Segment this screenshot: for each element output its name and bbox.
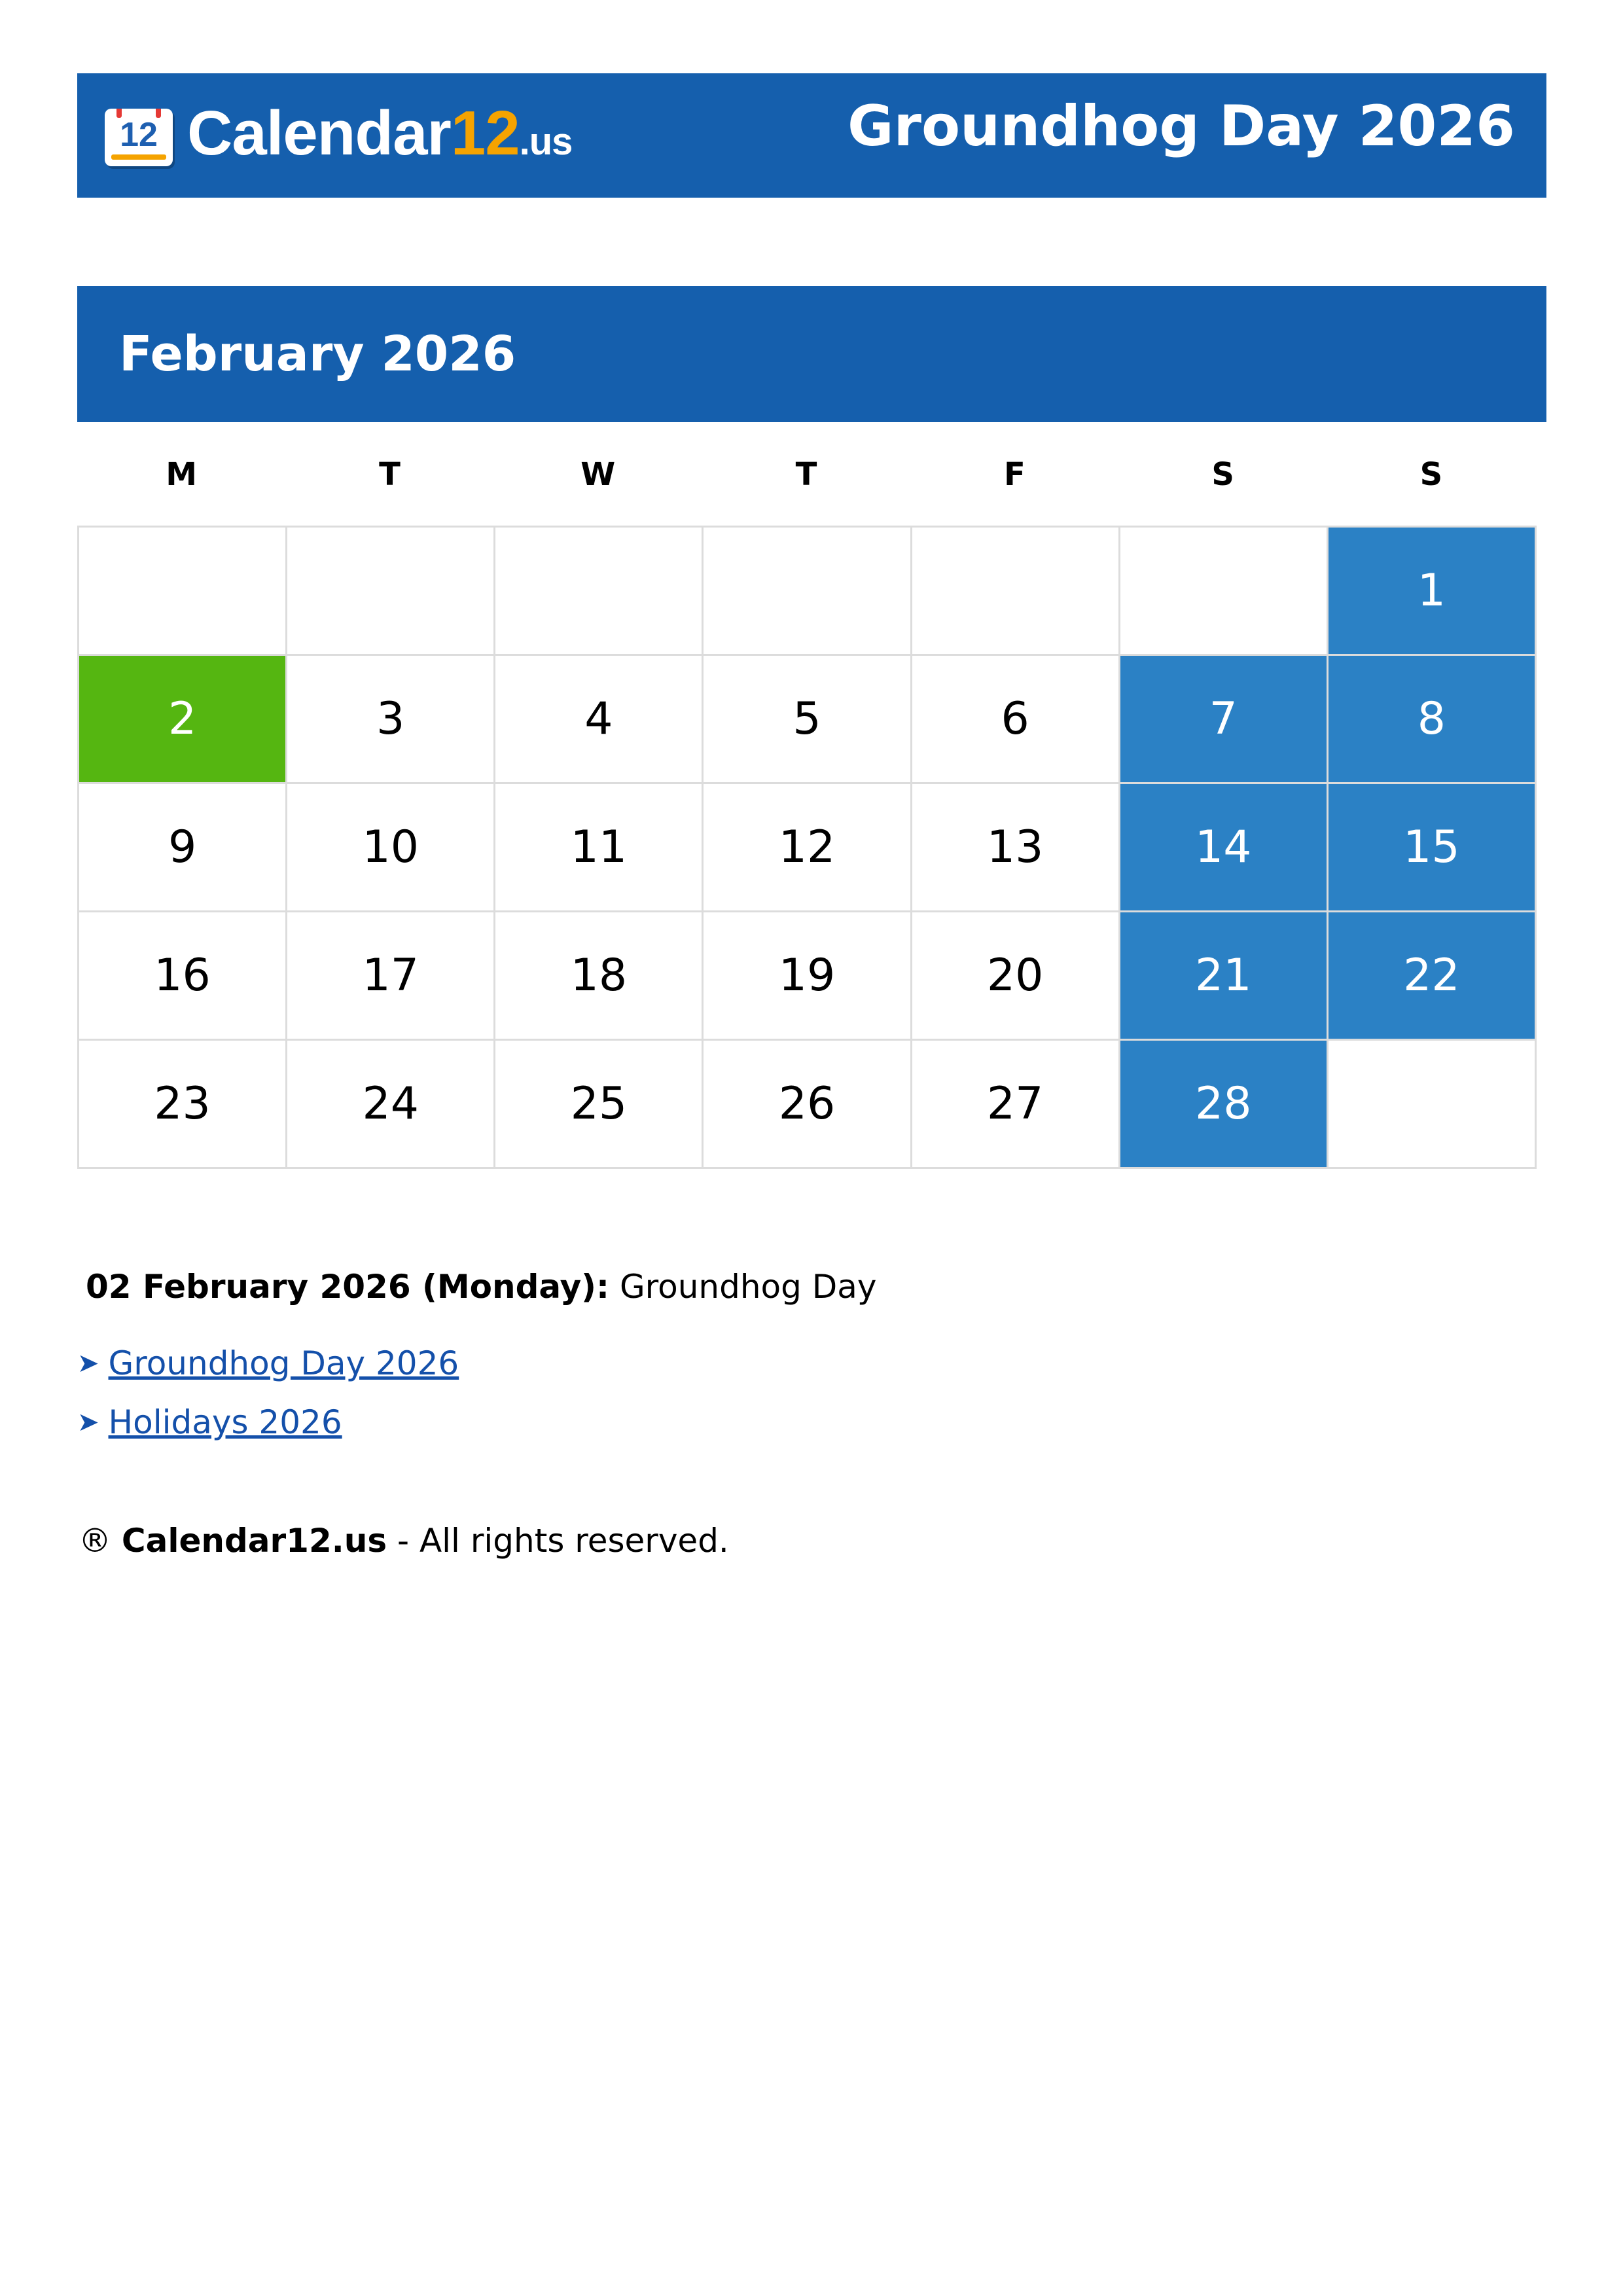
day-cell: 6 [912,656,1120,784]
day-cell-weekend: 28 [1120,1041,1329,1169]
weekday-label: S [1211,456,1234,493]
day-cell: 16 [79,912,287,1041]
footer-rights: - All rights reserved. [397,1522,729,1560]
logo-text-tld: .us [519,120,573,163]
day-cell: 23 [79,1041,287,1169]
day-cell: 5 [704,656,912,784]
calendar-icon-number: 12 [120,116,158,154]
day-cell: 12 [704,784,912,912]
site-header [77,73,1546,198]
day-cell: 18 [495,912,704,1041]
day-cell: 25 [495,1041,704,1169]
day-cell: 9 [79,784,287,912]
logo-text-main: Calendar [187,98,451,168]
calendar-icon [105,109,173,166]
day-cell-weekend: 14 [1120,784,1329,912]
weekday-header-row [77,452,1535,497]
link-item [77,1393,459,1452]
weekday-label: S [1419,456,1443,493]
day-cell-empty [1120,528,1329,656]
day-cell-weekend: 7 [1120,656,1329,784]
link-item [77,1334,459,1393]
day-cell: 3 [287,656,495,784]
day-cell: 19 [704,912,912,1041]
registered-icon: ® [79,1522,111,1560]
site-logo[interactable] [105,98,573,170]
day-cell-holiday[interactable]: 2 [79,656,287,784]
weekday-label: T [379,456,401,493]
day-cell-weekend: 22 [1329,912,1537,1041]
day-cell: 24 [287,1041,495,1169]
footer [79,1517,729,1564]
day-cell-empty [287,528,495,656]
related-links [77,1334,459,1452]
calendar-icon-stripe [111,154,166,160]
month-header [77,286,1546,422]
logo-wordmark [187,98,573,175]
day-cell: 11 [495,784,704,912]
day-cell: 20 [912,912,1120,1041]
day-cell-empty [704,528,912,656]
day-cell: 10 [287,784,495,912]
holidays-link[interactable]: Holidays 2026 [108,1403,342,1441]
groundhog-day-link[interactable]: Groundhog Day 2026 [108,1344,459,1382]
day-cell-empty [912,528,1120,656]
arrow-icon: ➤ [77,1348,99,1378]
calendar-grid [77,526,1537,1169]
holiday-description [86,1263,877,1310]
day-cell-empty [79,528,287,656]
logo-text-accent: 12 [450,98,520,168]
weekday-label: T [795,456,817,493]
day-cell-empty [495,528,704,656]
day-cell: 26 [704,1041,912,1169]
day-cell: 4 [495,656,704,784]
holiday-date: 02 February 2026 (Monday): [86,1268,610,1306]
day-cell-weekend: 15 [1329,784,1537,912]
holiday-name: Groundhog Day [619,1268,877,1306]
footer-brand: Calendar12.us [121,1522,387,1560]
page-title: Groundhog Day 2026 [847,94,1515,159]
weekday-label: F [1003,456,1026,493]
weekday-label: M [166,456,198,493]
day-cell-weekend: 21 [1120,912,1329,1041]
day-cell: 27 [912,1041,1120,1169]
day-cell-weekend: 8 [1329,656,1537,784]
weekday-label: W [580,456,616,493]
day-cell-empty [1329,1041,1537,1169]
day-cell-weekend: 1 [1329,528,1537,656]
day-cell: 17 [287,912,495,1041]
arrow-icon: ➤ [77,1407,99,1437]
month-title: February 2026 [119,326,516,382]
day-cell: 13 [912,784,1120,912]
